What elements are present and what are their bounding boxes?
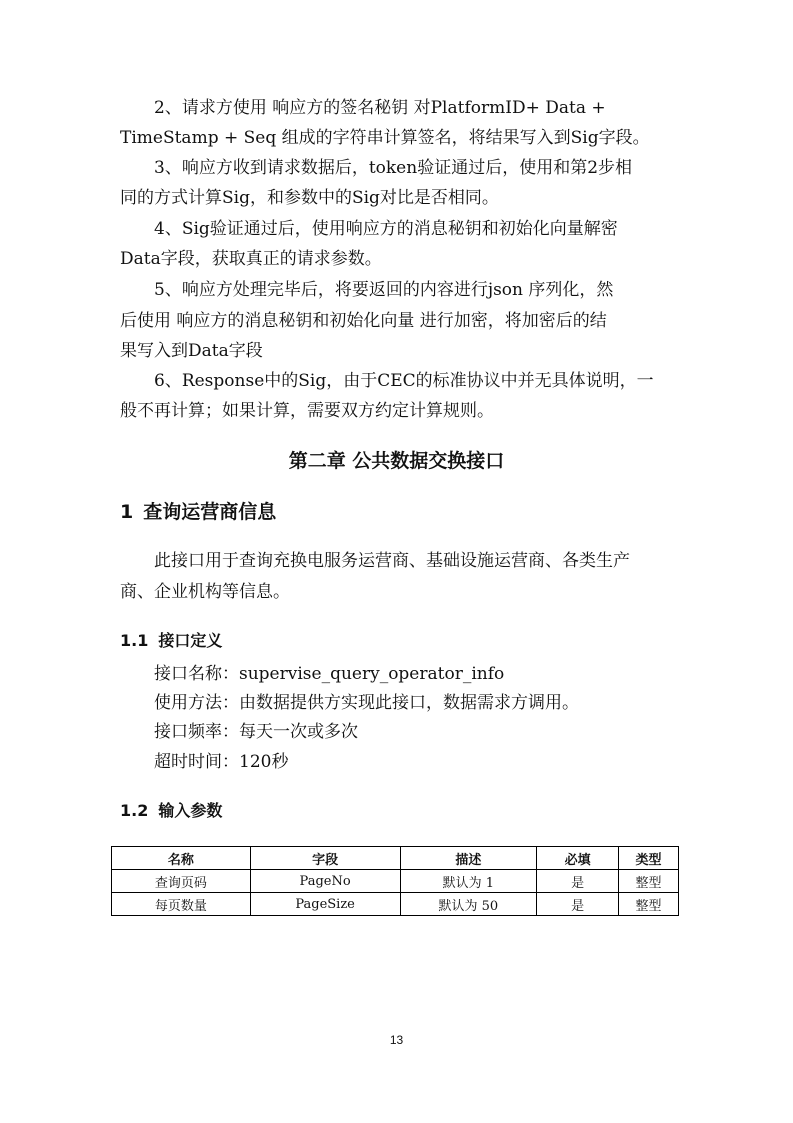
- body-line: Data字段，获取真正的请求参数。: [120, 249, 382, 269]
- table-cell: 整型: [619, 870, 679, 893]
- body-line: 3、响应方收到请求数据后，token验证通过后，使用和第2步相: [154, 158, 633, 178]
- body-line: 后使用 响应方的消息秘钥和初始化向量 进行加密，将加密后的结: [120, 311, 607, 331]
- table-row: [112, 870, 679, 893]
- table-cell: 默认为 50: [400, 893, 537, 916]
- table-header-cell: 描述: [400, 847, 537, 870]
- body-line: TimeStamp + Seq 组成的字符串计算签名，将结果写入到Sig字段。: [120, 128, 650, 148]
- interface-name: 接口名称：supervise_query_operator_info: [154, 664, 505, 684]
- table-cell: 是: [537, 893, 619, 916]
- table-header-row: [112, 847, 679, 870]
- table-cell: 整型: [619, 893, 679, 916]
- table-header-cell: 必填: [537, 847, 619, 870]
- table-cell: 是: [537, 870, 619, 893]
- table-cell: PageNo: [250, 870, 400, 893]
- section-description: 商、企业机构等信息。: [120, 582, 290, 602]
- interface-frequency: 接口频率：每天一次或多次: [154, 722, 358, 742]
- table-cell: PageSize: [250, 893, 400, 916]
- body-line: 2、请求方使用 响应方的签名秘钥 对PlatformID+ Data +: [154, 98, 606, 118]
- input-parameters-table: [111, 846, 679, 916]
- section-heading: [120, 496, 276, 528]
- section-title: 查询运营商信息: [143, 501, 277, 523]
- body-line: 4、Sig验证通过后，使用响应方的消息秘钥和初始化向量解密: [154, 219, 618, 239]
- table-cell: 每页数量: [112, 893, 251, 916]
- body-line: 般不再计算；如果计算，需要双方约定计算规则。: [120, 401, 494, 421]
- subsection-number: 1.1: [120, 631, 149, 650]
- table-header-cell: 类型: [619, 847, 679, 870]
- subsection-heading: [120, 627, 222, 655]
- table-row: [112, 893, 679, 916]
- table-header-cell: 字段: [250, 847, 400, 870]
- section-description: 此接口用于查询充换电服务运营商、基础设施运营商、各类生产: [154, 551, 630, 571]
- subsection-heading: [120, 797, 222, 825]
- body-line: 6、Response中的Sig，由于CEC的标准协议中并无具体说明，一: [154, 371, 654, 391]
- section-number: 1: [120, 501, 134, 523]
- body-line: 果写入到Data字段: [120, 341, 263, 361]
- body-line: 5、响应方处理完毕后，将要返回的内容进行json 序列化，然: [154, 280, 614, 300]
- table-cell: 默认为 1: [400, 870, 537, 893]
- body-line: 同的方式计算Sig，和参数中的Sig对比是否相同。: [120, 188, 499, 208]
- page-number: 13: [389, 1033, 404, 1047]
- chapter-title: 第二章 公共数据交换接口: [288, 450, 505, 472]
- subsection-number: 1.2: [120, 801, 149, 820]
- subsection-title: 输入参数: [158, 801, 223, 820]
- interface-timeout: 超时时间：120秒: [154, 752, 289, 772]
- interface-usage: 使用方法：由数据提供方实现此接口，数据需求方调用。: [154, 693, 579, 713]
- subsection-title: 接口定义: [158, 631, 223, 650]
- table-cell: 查询页码: [112, 870, 251, 893]
- table-header-cell: 名称: [112, 847, 251, 870]
